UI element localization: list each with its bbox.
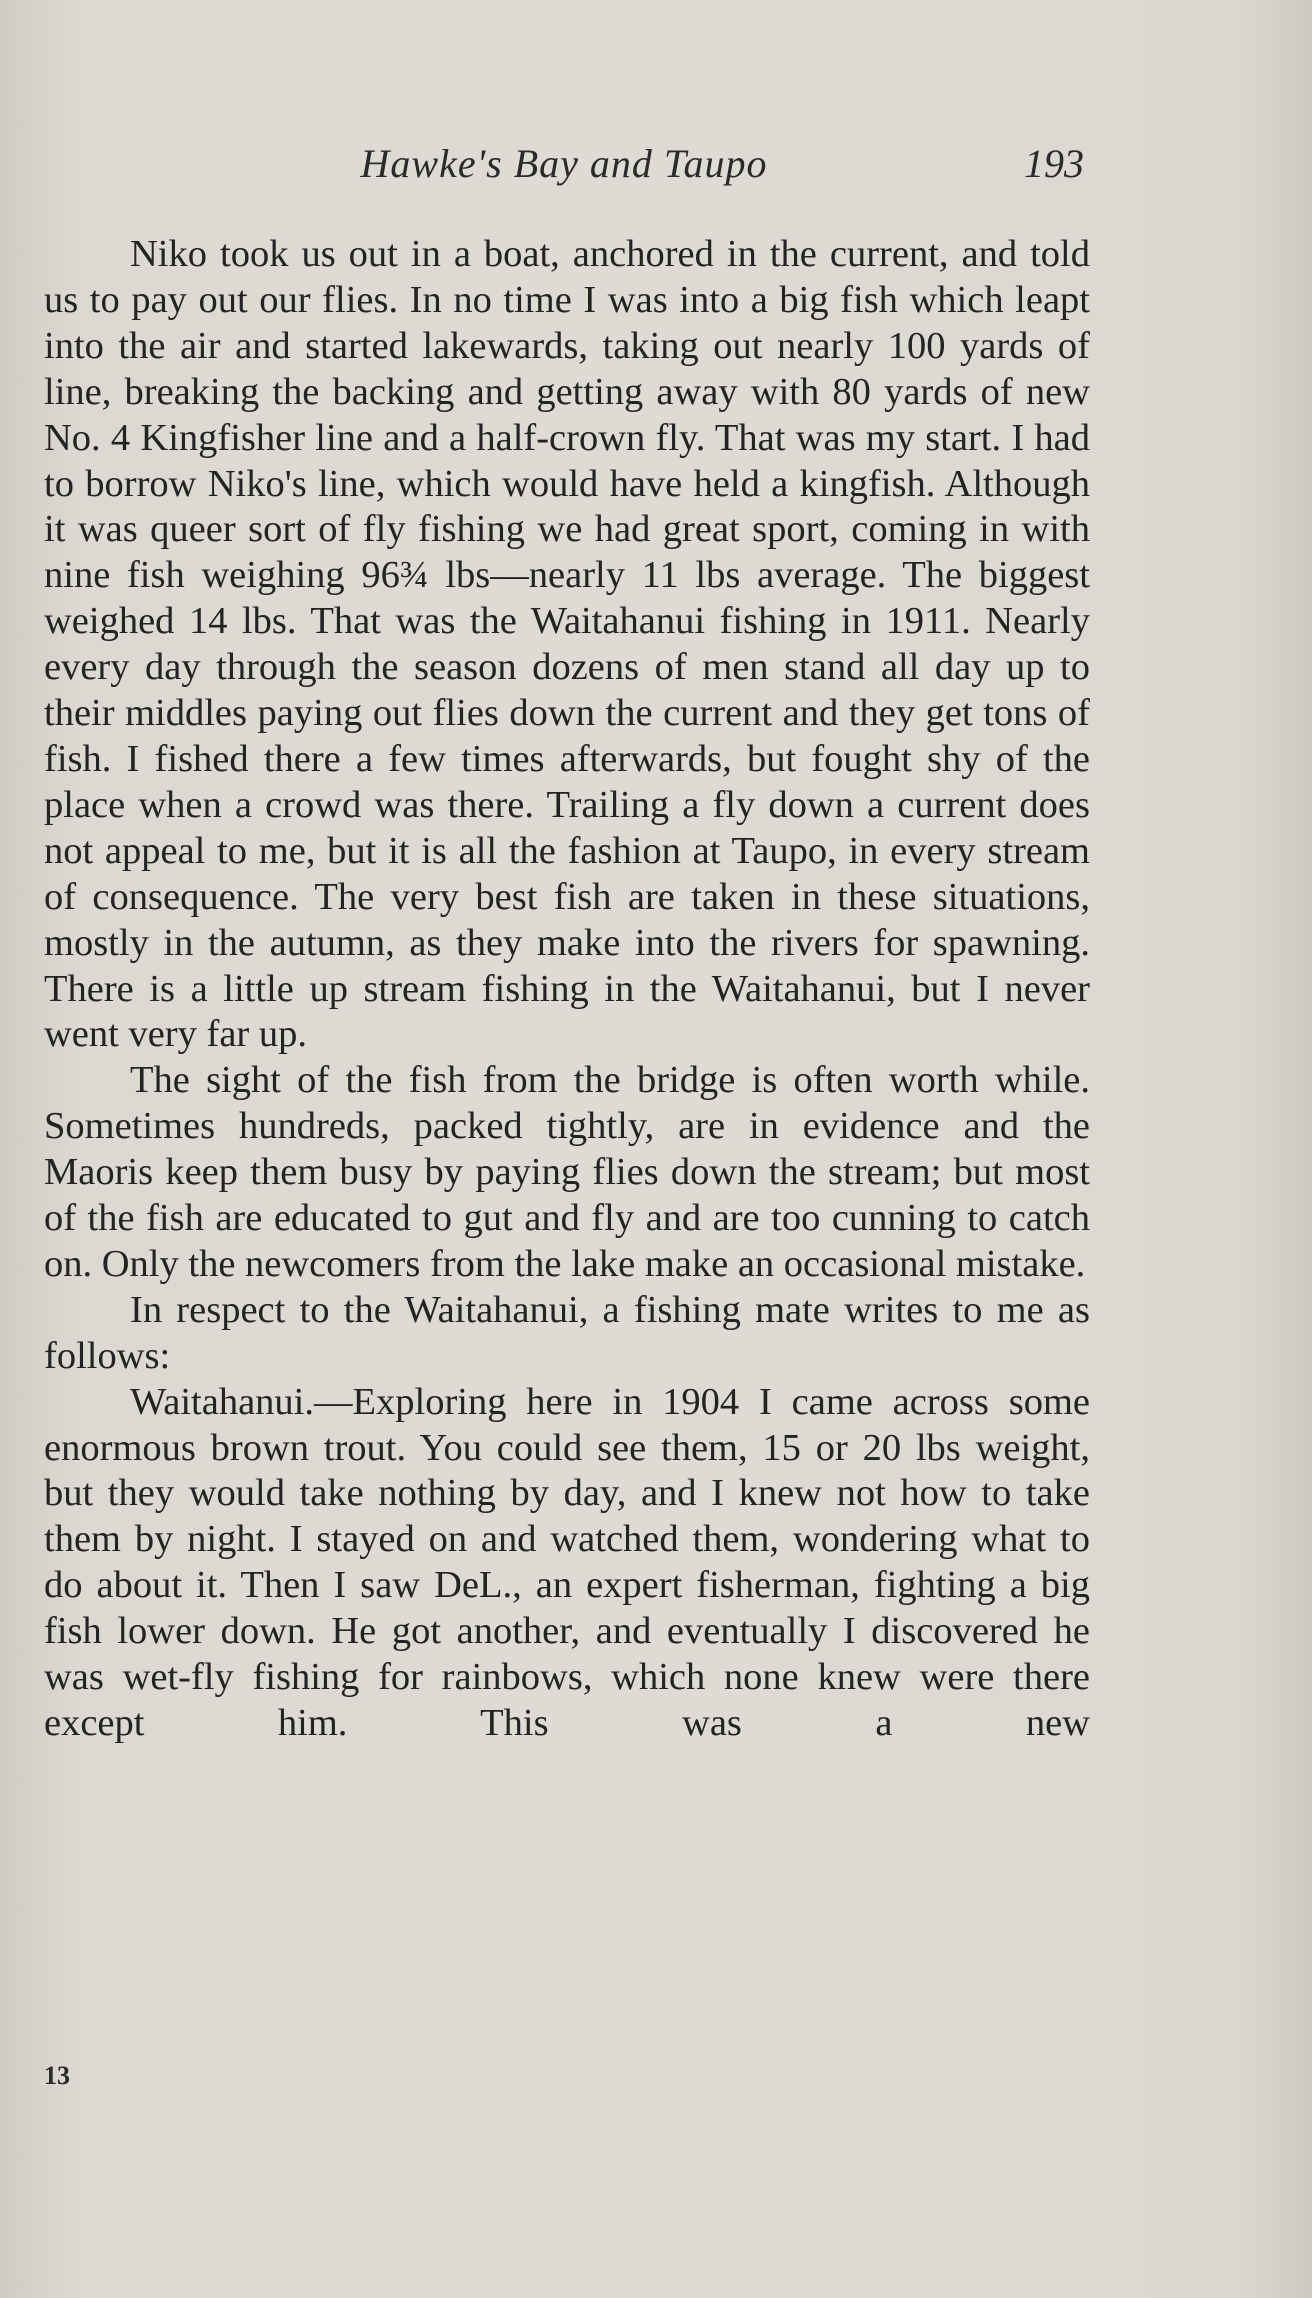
paragraph-1: Niko took us out in a boat, anchored in the current, and told us to pay out our flies. In no time I was into a big fish which leapt into the air and started lakewards, taking out nearly 100 yards of line, breaking the backing and getting away with 80 yards of new No. 4 Kingfisher line and a half-crown fly. That was my start. I had to borrow Niko's line, which would have held a kingfish. Although it was queer sort of fly fishing we had great sport, coming in with nine fish weighing 96¾ lbs—nearly 11 lbs average. The biggest weighed 14 lbs. That was the Waitahanui fishing in 1911. Nearly every day through the season dozens of men stand all day up to their middles paying out flies down the current and they get tons of fish. I fished there a few times afterwards, but fought shy of the place when a crowd was there. Trailing a fly down a current does not appeal to me, but it is all the fashion at Taupo, in every stream of consequence. The very best fish are taken in these situations, mostly in the autumn, as they make into the rivers for spawning. There is a little up stream fishing in the Waitahanui, but I never went very far up. [44,233,1090,1056]
running-title: Hawke's Bay and Taupo [360,141,768,186]
body-text [44,232,1090,1747]
running-head [44,140,1084,200]
page-number: 193 [1024,141,1084,186]
paragraph-2: The sight of the fish from the bridge is often worth while. Sometimes hundreds, packed tightly, are in evidence and the Maoris keep them busy by paying flies down the stream; but most of the fish are educated to gut and fly and are too cunning to catch on. Only the newcomers from the lake make an occasional mistake. [44,1059,1090,1285]
paragraph-3: In respect to the Waitahanui, a fishing mate writes to me as follows: [44,1288,1090,1377]
signature-mark: 13 [44,2061,70,2090]
paragraph-4: Waitahanui.—Exploring here in 1904 I came across some enormous brown trout. You could see them, 15 or 20 lbs weight, but they would take nothing by day, and I knew not how to take them by night. I stayed on and watched them, wondering what to do about it. Then I saw DeL., an expert fisherman, fighting a big fish lower down. He got another, and eventually I discovered he was wet-fly fishing for rainbows, which none knew were there except him. This was a new [44,1380,1090,1744]
